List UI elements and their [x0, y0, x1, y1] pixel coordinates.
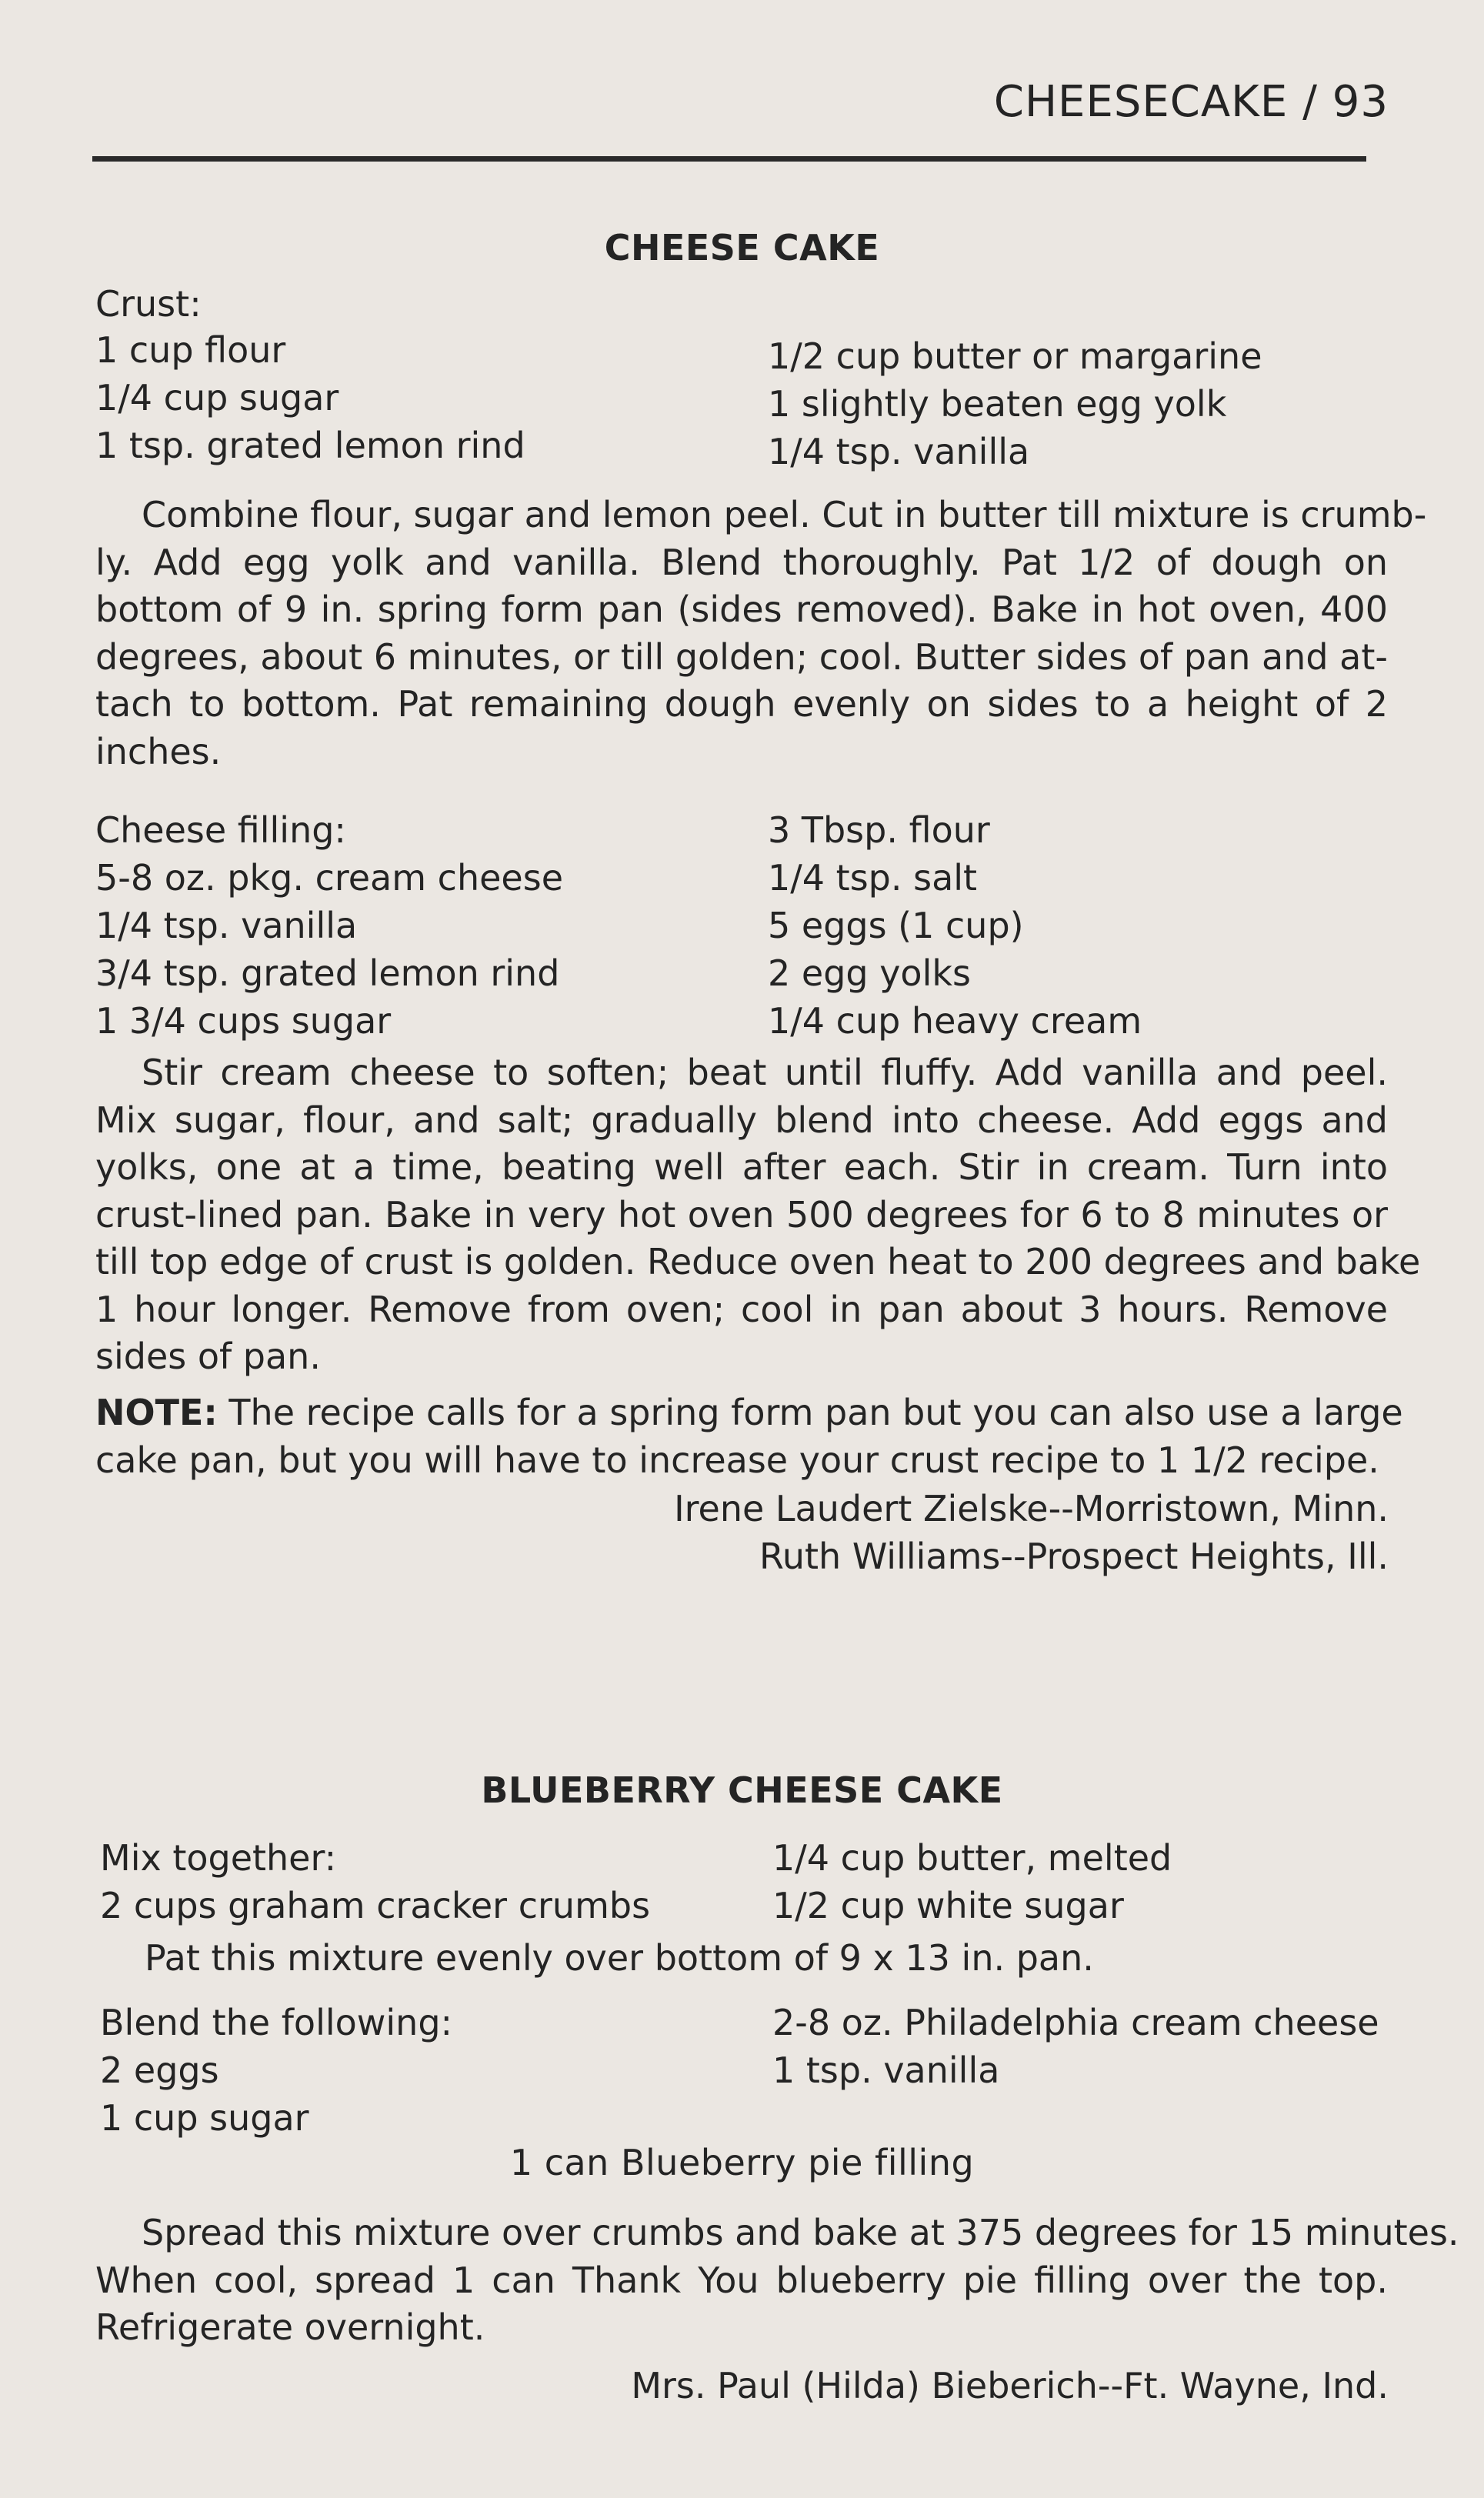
ingredient-item: 1 can Blueberry pie filling — [509, 2142, 975, 2183]
filling-label: Cheese filling: — [95, 809, 346, 851]
ingredient-item: 1/4 cup heavy cream — [768, 1000, 1142, 1042]
recipe-credit: Ruth Williams--Prospect Heights, Ill. — [759, 1536, 1389, 1577]
recipe-title-blueberry-cheese-cake: BLUEBERRY CHEESE CAKE — [481, 1769, 1003, 1811]
direction-line: yolks, one at a time, beating well after each. Stir in cream. Turn into — [95, 1146, 1388, 1188]
direction-line: inches. — [95, 730, 222, 772]
direction-line: 1 hour longer. Remove from oven; cool in pan about 3 hours. Remove — [95, 1288, 1388, 1330]
recipe-title-cheese-cake: CHEESE CAKE — [604, 227, 880, 268]
ingredient-item: 1 3/4 cups sugar — [95, 1000, 392, 1042]
ingredient-item: 1 slightly beaten egg yolk — [768, 383, 1227, 425]
direction-line: till top edge of crust is golden. Reduce oven heat to 200 degrees and bake — [95, 1241, 1421, 1282]
direction-line: degrees, about 6 minutes, or till golden; cool. Butter sides of pan and at- — [95, 635, 1388, 678]
ingredient-item: 1/4 cup sugar — [95, 377, 339, 419]
note-label: NOTE: — [95, 1392, 218, 1433]
ingredient-item: 2 cups graham cracker crumbs — [100, 1885, 651, 1926]
blueberry-directions — [95, 2210, 1459, 2352]
ingredient-label: Blend the following: — [100, 2002, 453, 2043]
ingredient-item: 2 egg yolks — [768, 952, 971, 994]
ingredient-item: 1/4 tsp. salt — [768, 857, 978, 899]
header-rule — [92, 156, 1366, 162]
recipe-credit: Irene Laudert Zielske--Morristown, Minn. — [674, 1488, 1389, 1529]
direction-line: sides of pan. — [95, 1336, 321, 1377]
ingredient-item: 2 eggs — [100, 2049, 219, 2091]
note-line — [95, 1389, 1403, 1437]
ingredient-item: 1/4 tsp. vanilla — [768, 431, 1030, 472]
direction-line: crust-lined pan. Bake in very hot oven 500 degrees for 6 to 8 minutes or — [95, 1193, 1388, 1236]
direction-line: Refrigerate overnight. — [95, 2306, 485, 2348]
ingredient-item: 3 Tbsp. flour — [768, 809, 990, 851]
ingredient-item: 1 tsp. vanilla — [772, 2049, 1000, 2091]
direction-line: Pat this mixture evenly over bottom of 9 x 13 in. pan. — [145, 1937, 1094, 1979]
direction-line: Spread this mixture over crumbs and bake at 375 degrees for 15 minutes. — [142, 2212, 1459, 2253]
direction-line: Combine flour, sugar and lemon peel. Cut in butter till mixture is crumb- — [142, 494, 1427, 535]
ingredient-item: 1 cup sugar — [100, 2097, 309, 2139]
filling-directions — [95, 1049, 1421, 1381]
direction-line: bottom of 9 in. spring form pan (sides removed). Bake in hot oven, 400 — [95, 589, 1388, 630]
note-line: cake pan, but you will have to increase your crust recipe to 1 1/2 recipe. — [95, 1439, 1379, 1481]
ingredient-item: 1/2 cup butter or margarine — [768, 335, 1262, 377]
ingredient-item: 1 cup flour — [95, 329, 286, 371]
recipe-note — [95, 1389, 1403, 1484]
direction-line: Stir cream cheese to soften; beat until fluffy. Add vanilla and peel. — [142, 1052, 1388, 1093]
direction-line: Mix sugar, flour, and salt; gradually blend into cheese. Add eggs and — [95, 1099, 1388, 1141]
crust-directions — [95, 492, 1427, 775]
ingredient-item: 1/4 tsp. vanilla — [95, 905, 358, 946]
ingredient-item: 3/4 tsp. grated lemon rind — [95, 952, 560, 994]
ingredient-item: 2-8 oz. Philadelphia cream cheese — [772, 2002, 1379, 2043]
direction-line: tach to bottom. Pat remaining dough evenly on sides to a height of 2 — [95, 683, 1388, 725]
direction-line: When cool, spread 1 can Thank You blueberry pie filling over the top. — [95, 2259, 1388, 2301]
direction-line: ly. Add egg yolk and vanilla. Blend thoroughly. Pat 1/2 of dough on — [95, 541, 1388, 583]
ingredient-item: 5 eggs (1 cup) — [768, 905, 1024, 946]
ingredient-item: 1/2 cup white sugar — [772, 1885, 1124, 1926]
ingredient-item: 5-8 oz. pkg. cream cheese — [95, 857, 563, 899]
ingredient-label: Mix together: — [100, 1837, 337, 1879]
note-text: The recipe calls for a spring form pan but you can also use a large — [217, 1392, 1403, 1433]
ingredient-item: 1 tsp. grated lemon rind — [95, 425, 525, 466]
running-header: CHEESECAKE / 93 — [993, 77, 1389, 127]
crust-label: Crust: — [95, 283, 202, 325]
recipe-credit: Mrs. Paul (Hilda) Bieberich--Ft. Wayne, Ind. — [631, 2365, 1389, 2406]
ingredient-item: 1/4 cup butter, melted — [772, 1837, 1172, 1879]
